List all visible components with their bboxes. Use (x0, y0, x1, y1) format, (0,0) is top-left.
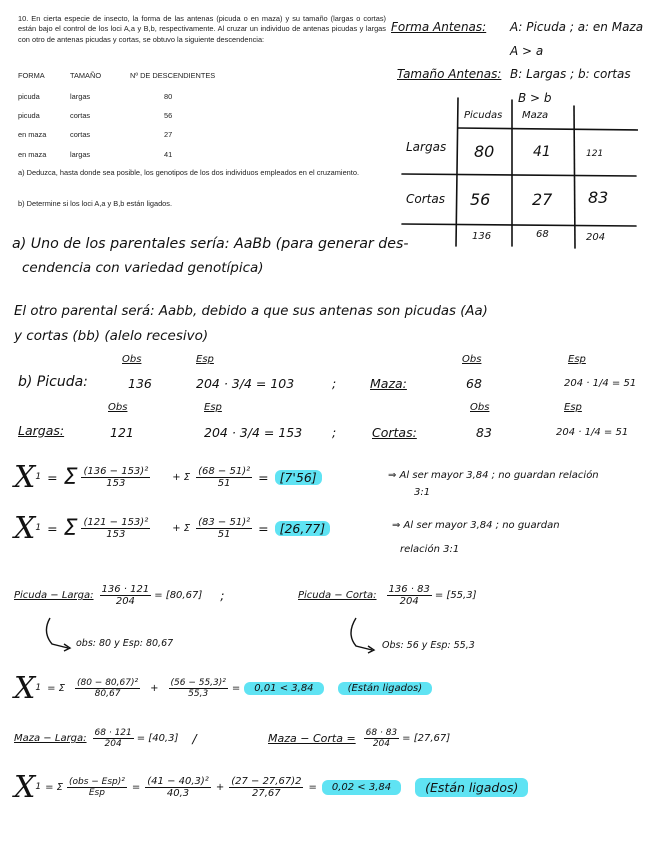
grid-cell: 121 (586, 149, 604, 159)
obs-header: Obs (108, 402, 128, 413)
semicolon: ; (332, 376, 337, 391)
maza-esp: 204 · 1/4 = 51 (564, 378, 637, 389)
picuda-obs: 136 (128, 376, 152, 391)
answer-a-line2: cendencia con variedad genotípica) (22, 260, 264, 276)
chi2-ratio: relación 3:1 (400, 544, 460, 555)
obs-header: Obs (122, 354, 142, 365)
grid-row-cortas: Cortas (406, 192, 445, 206)
maza-obs: 68 (466, 376, 482, 391)
chi3-result: 0,01 < 3,84 (244, 682, 323, 695)
chi-symbol: X (14, 670, 36, 706)
esp-header: Esp (204, 402, 222, 413)
table-row: picuda (18, 111, 40, 120)
forma-values: A: Picuda ; a: en Maza (510, 20, 644, 34)
largas-obs: 121 (110, 425, 134, 440)
picuda-label: b) Picuda: (18, 374, 88, 390)
chi-symbol: X (14, 459, 36, 495)
forma-dominance: A > a (510, 44, 544, 58)
chi4-result: 0,02 < 3,84 (322, 780, 401, 795)
chi3-conclusion: (Están ligados) (338, 682, 433, 695)
grid-cell: 41 (533, 144, 551, 160)
table-row: cortas (70, 111, 91, 120)
picuda-larga-calc: Picuda − Larga: $\frac{136 \cdot 121}{204}$ = [80,67] ; (14, 584, 225, 607)
arrow-icon (344, 614, 384, 656)
answer-a-line1: a) Uno de los parentales sería: AaBb (para generar des- (12, 236, 409, 252)
tamano-dominance: B > b (518, 91, 552, 105)
chi1-result: [7'56] (275, 470, 322, 485)
chi-square-3: X 1 = Σ $\frac{\text{(80 − 80,67)²}}{80,67}$ + $\frac{\text{(56 − 55,3)²}}{55,3}$ = 0,01 < 3,84 (Están ligados) (14, 666, 432, 710)
maza-label: Maza: (370, 376, 407, 391)
cortas-esp: 204 · 1/4 = 51 (556, 427, 629, 438)
tamano-label: Tamaño Antenas: (397, 67, 502, 81)
grid-col-picudas: Picudas (464, 110, 503, 121)
chi4-conclusion: (Están ligados) (415, 778, 528, 797)
table-header-forma: FORMA (18, 71, 45, 80)
cortas-label: Cortas: (372, 425, 417, 440)
chi1-ratio: 3:1 (414, 487, 431, 498)
pl-note: obs: 80 y Esp: 80,67 (76, 638, 174, 649)
esp-header: Esp (564, 402, 582, 413)
forma-label: Forma Antenas: (391, 20, 487, 34)
table-row: 80 (164, 92, 173, 101)
chi-square-1: X 1 = Σ $\frac{\text{(136 − 153)²}}{153}$ + Σ $\frac{\text{(68 − 51)²}}{51}$ = [7'56] (14, 454, 322, 500)
grid-total: 136 (472, 231, 492, 242)
obs-header: Obs (470, 402, 490, 413)
grid-total: 68 (536, 229, 549, 240)
question-a: a) Deduzca, hasta donde sea posible, los genotipos de los dos individuos empleados en el cruzamiento. (18, 168, 360, 177)
problem-statement: 10. En cierta especie de insecto, la forma de las antenas (picuda o en maza) y su tamaño (largas o cortas) están bajo el control de los loci A,a y B,b, respectivamente. Al cruzar un individuo de antenas picudas y largas con otro de antenas picudas y cortas, se obtuvo la siguiente descendencia: (18, 14, 386, 44)
grid-col-maza: Maza (522, 110, 549, 121)
largas-esp: 204 · 3/4 = 153 (204, 425, 303, 440)
table-row: largas (70, 150, 91, 159)
table-row: en maza (18, 150, 47, 159)
semicolon: ; (332, 425, 337, 440)
maza-larga-calc: Maza − Larga: $\frac{68 \cdot 121}{204}$ = [40,3] / (14, 728, 197, 749)
table-header-tamano: TAMAÑO (70, 71, 102, 80)
picuda-corta-calc: Picuda − Corta: $\frac{136 \cdot 83}{204}$ = [55,3] (298, 584, 477, 607)
picuda-esp: 204 · 3/4 = 103 (196, 376, 295, 391)
obs-header: Obs (462, 354, 482, 365)
answer-a-line3: El otro parental será: Aabb, debido a que sus antenas son picudas (Aa) (14, 304, 488, 319)
cortas-obs: 83 (476, 425, 492, 440)
table-row: largas (70, 92, 91, 101)
table-row: cortas (70, 130, 91, 139)
chi-square-2: X 1 = Σ $\frac{\text{(121 − 153)²}}{153}$ + Σ $\frac{\text{(83 − 51)²}}{51}$ = [26,77] (14, 504, 330, 552)
table-row: 56 (164, 111, 173, 120)
chi-square-4: X 1 = Σ $\frac{\text{(obs − Esp)²}}{\text{Esp}}$ = $\frac{\text{(41 − 40,3)²}}{40,3}$ + $\frac{(27 - 27,67)2}{27,67}$ = 0,02 < 3,84 (Están ligados) (14, 764, 528, 810)
question-b: b) Determine si los loci A,a y B,b están ligados. (18, 199, 173, 208)
table-row: picuda (18, 92, 40, 101)
grid-cell: 80 (474, 142, 495, 161)
chi1-note: ⇒ Al ser mayor 3,84 ; no guardan relación (388, 470, 599, 481)
grid-cell: 83 (588, 188, 609, 207)
maza-corta-calc: Maza − Corta = $\frac{68 \cdot 83}{204}$ = [27,67] (268, 728, 451, 749)
esp-header: Esp (568, 354, 586, 365)
table-row: en maza (18, 130, 47, 139)
esp-header: Esp (196, 354, 214, 365)
chi-symbol: X (14, 769, 36, 805)
tamano-values: B: Largas ; b: cortas (510, 67, 631, 81)
table-header-descendientes: Nº DE DESCENDIENTES (130, 71, 216, 80)
grid-cell: 27 (532, 190, 553, 209)
largas-label: Largas: (18, 423, 65, 438)
grid-total: 204 (586, 232, 606, 243)
table-row: 41 (164, 150, 173, 159)
grid-cell: 56 (470, 190, 491, 209)
chi2-note: ⇒ Al ser mayor 3,84 ; no guardan (392, 520, 560, 531)
grid-row-largas: Largas (406, 140, 447, 154)
pc-note: Obs: 56 y Esp: 55,3 (382, 640, 475, 651)
contingency-grid (398, 96, 638, 252)
arrow-icon (40, 614, 80, 654)
chi-symbol: X (14, 510, 36, 546)
chi2-result: [26,77] (275, 521, 331, 536)
table-row: 27 (164, 130, 173, 139)
answer-a-line4: y cortas (bb) (alelo recesivo) (14, 328, 209, 344)
